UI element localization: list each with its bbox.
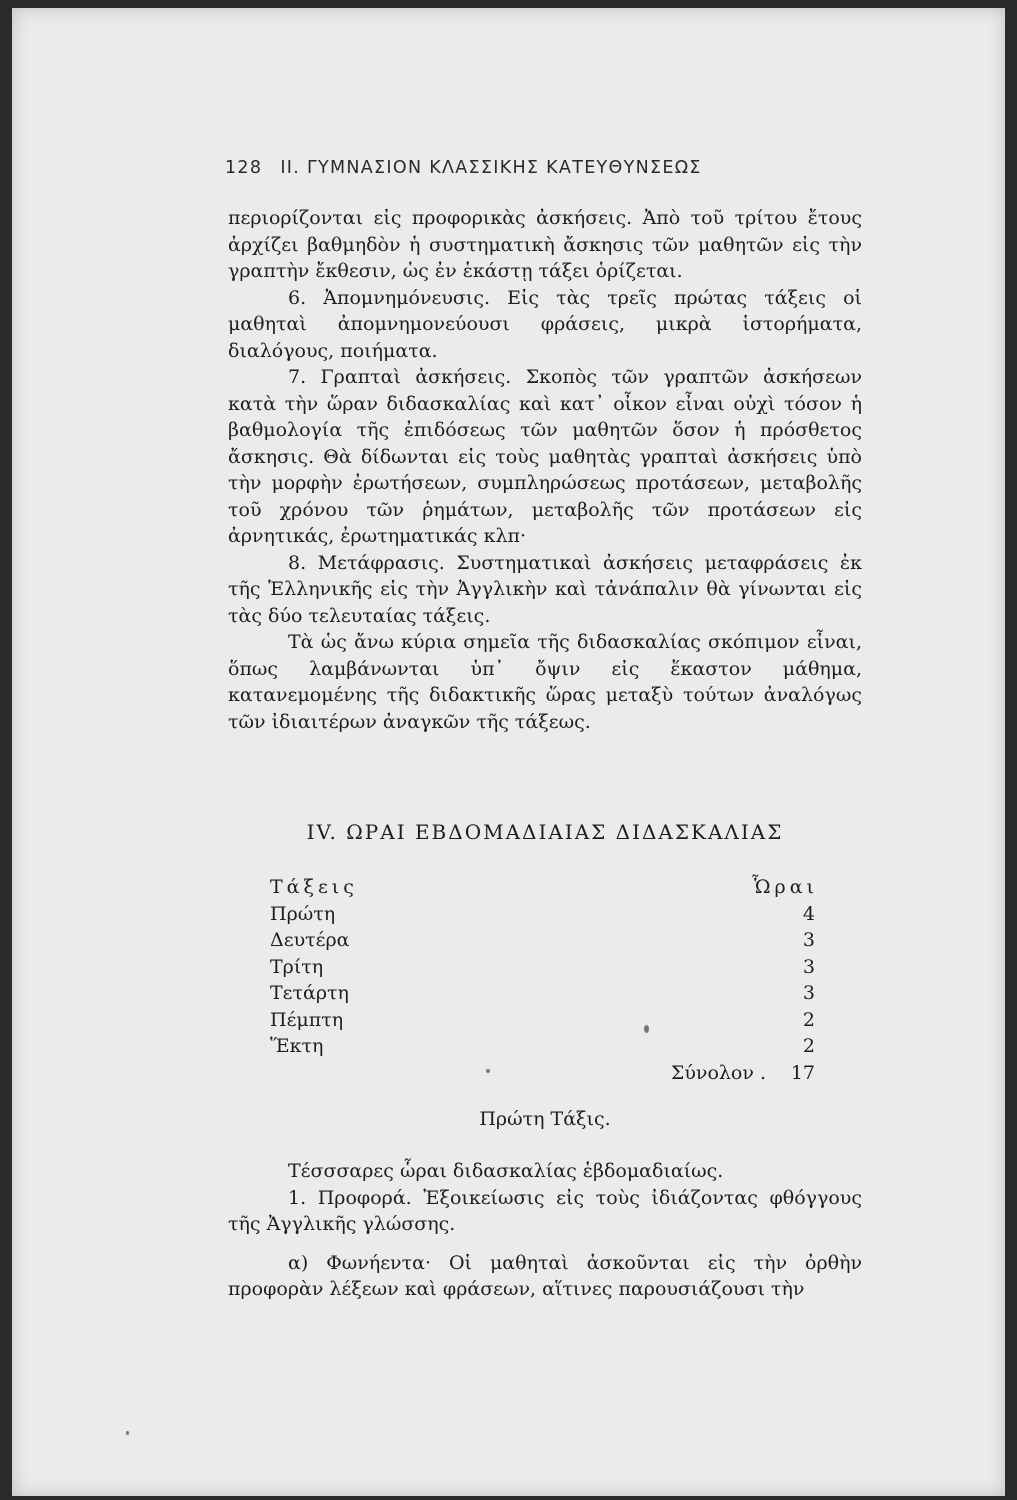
- running-head-title: ΙΙ. ΓΥΜΝΑΣΙΟΝ ΚΛΑΣΣΙΚΗΣ ΚΑΤΕΥΘΥΝΣΕΩΣ: [280, 158, 702, 178]
- paragraph-hours: Τέσσσαρες ὧραι διδασκαλίας ἑβδομαδιαίως.: [288, 1160, 724, 1182]
- class-name: Τετάρτη: [270, 982, 349, 1004]
- paragraph-translation: 8. Μετάφρασις. Συστηματικαὶ ἀσκήσεις μεταφράσεις ἐκ τῆς Ἑλληνικῆς εἰς τὴν Ἀγγλικὴν καὶ τἀνάπαλιν θὰ γίνωνται εἰς τὰς δύο τελευταίας τάξεις.: [228, 551, 862, 627]
- class-name: Τρίτη: [270, 955, 324, 978]
- table-row: [270, 901, 830, 928]
- class-name: Πέμπτη: [270, 1008, 344, 1031]
- running-head: [225, 158, 702, 178]
- body-text-lower: [228, 1158, 862, 1303]
- class-hours: 4: [802, 902, 815, 925]
- page-number: 128: [225, 158, 263, 178]
- weekly-hours-table: [270, 874, 830, 1086]
- total-label: Σύνολον .: [670, 1061, 766, 1084]
- header-class: Τάξεις: [270, 876, 358, 898]
- scanned-page: [12, 8, 1005, 1496]
- subsection-title: Πρώτη Τάξις.: [479, 1108, 611, 1130]
- header-hours: Ὧραι: [752, 876, 818, 898]
- print-speck: [644, 1025, 649, 1033]
- print-speck: [486, 1069, 490, 1073]
- paragraph-vowels: α) Φωνήεντα· Οἱ μαθηταὶ ἀσκοῦνται εἰς τὴν ὀρθὴν προφορὰν λέξεων καὶ φράσεων, αἵτινες παρουσιάζουσι τὴν: [228, 1251, 862, 1300]
- class-name: Ἕκτη: [270, 1035, 324, 1057]
- table-row: [270, 927, 830, 954]
- class-hours: 2: [802, 1008, 815, 1031]
- class-name: Δευτέρα: [270, 929, 350, 951]
- class-hours: 3: [802, 929, 815, 951]
- paragraph-pronunciation: 1. Προφορά. Ἐξοικείωσις εἰς τοὺς ἰδιάζοντας φθόγγους τῆς Ἀγγλικῆς γλώσσης.: [228, 1186, 862, 1235]
- paragraph-memorization: 6. Ἀπομνημόνευσις. Εἰς τὰς τρεῖς πρώτας τάξεις οἱ μαθηταὶ ἀπομνημονεύουσι φράσεις, μικρὰ ἱστορήματα, διαλόγους, ποιήματα.: [228, 286, 862, 362]
- print-speck: [126, 1431, 129, 1435]
- class-hours: 3: [802, 982, 815, 1004]
- class-name: Πρώτη: [270, 902, 336, 925]
- table-total-row: [270, 1060, 830, 1087]
- total-value: 17: [790, 1061, 815, 1084]
- table-header-row: [270, 874, 830, 901]
- class-hours: 2: [802, 1035, 815, 1057]
- body-text: [228, 205, 862, 735]
- paragraph-continuation: περιορίζονται εἰς προφορικὰς ἀσκήσεις. Ἀπὸ τοῦ τρίτου ἔτους ἀρχίζει βαθμηδὸν ἡ συστηματικὴ ἄσκησις τῶν μαθητῶν εἰς τὴν γραπτὴν ἔκθεσιν, ὡς ἐν ἑκάστῃ τάξει ὁρίζεται.: [228, 207, 862, 282]
- paragraph-written-exercises: 7. Γραπταὶ ἀσκήσεις. Σκοπὸς τῶν γραπτῶν ἀσκήσεων κατὰ τὴν ὥραν διδασκαλίας καὶ κατ᾽ οἶκον εἶναι οὐχὶ τόσον ἡ βαθμολογία τῆς ἐπιδόσεως τῶν μαθητῶν ὅσον ἡ πρόσθετος ἄσκησις. Θὰ δίδωνται εἰς τοὺς μαθητὰς γραπταὶ ἀσκήσεις ὑπὸ τὴν μορφὴν ἐρωτήσεων, συμπληρώσεως προτάσεων, μεταβολῆς τοῦ χρόνου τῶν ῥημάτων, μεταβολῆς τῶν προτάσεων εἰς ἀρνητικάς, ἐρωτηματικάς κλπ·: [228, 366, 862, 547]
- table-row: [270, 980, 830, 1007]
- table-row: [270, 1033, 830, 1060]
- section-title: IV. ΩΡΑΙ ΕΒΔΟΜΑΔΙΑΙΑΣ ΔΙΔΑΣΚΑΛΙΑΣ: [306, 820, 784, 844]
- class-hours: 3: [802, 955, 815, 978]
- table-row: [270, 954, 830, 981]
- table-row: [270, 1007, 830, 1034]
- paragraph-summary: Τὰ ὡς ἄνω κύρια σημεῖα τῆς διδασκαλίας σκόπιμον εἶναι, ὅπως λαμβάνωνται ὑπ᾽ ὄψιν εἰς ἕκαστον μάθημα, κατανεμομένης τῆς διδακτικῆς ὥρας μεταξὺ τούτων ἀναλόγως τῶν ἰδιαιτέρων ἀναγκῶν τῆς τάξεως.: [228, 631, 862, 733]
